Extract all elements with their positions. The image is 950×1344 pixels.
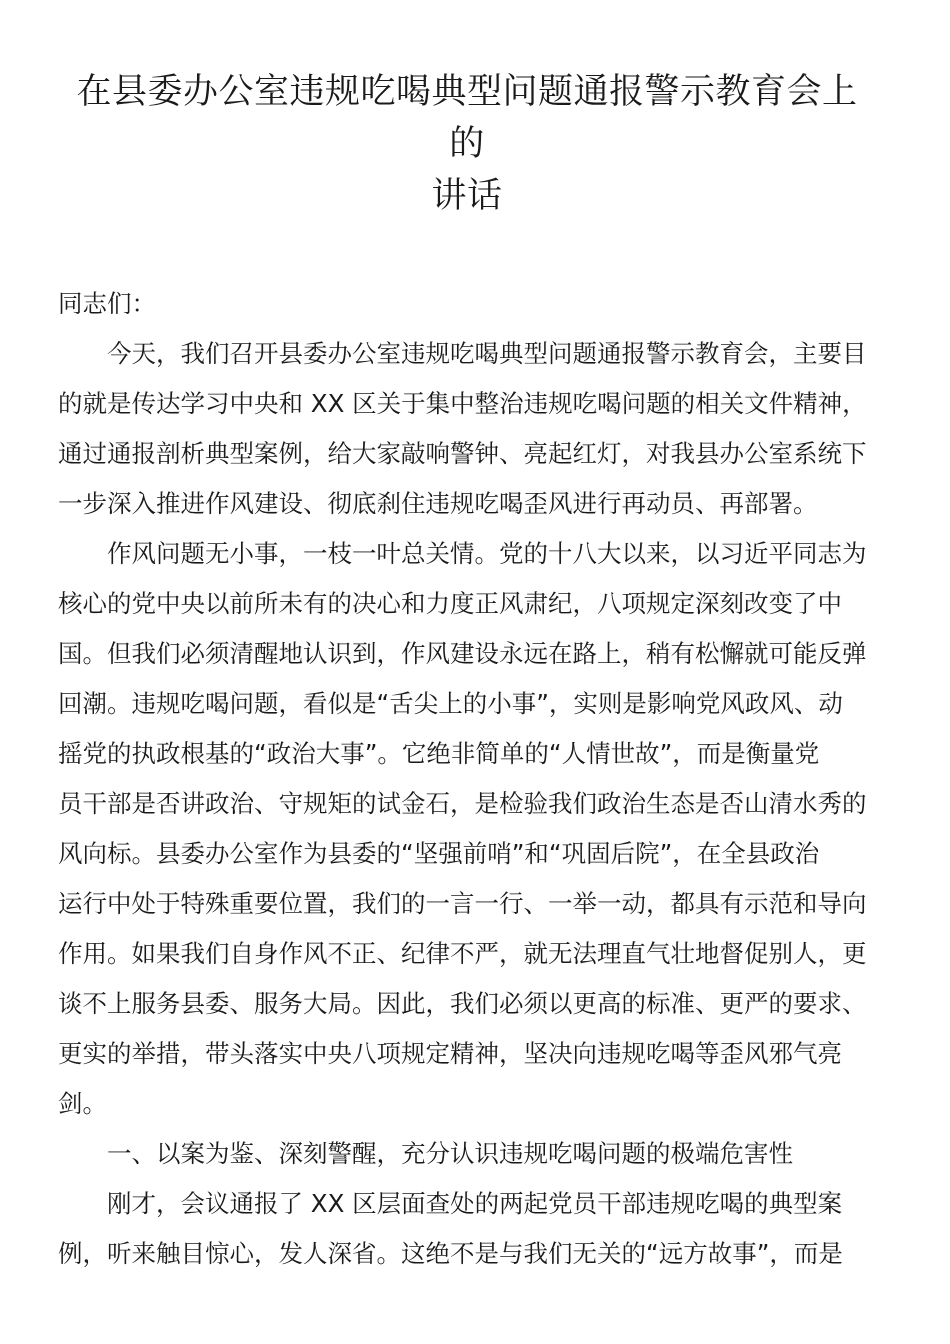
title-line-2: 讲话: [431, 176, 503, 216]
paragraph-line: 核心的党中央以前所未有的决心和力度正风肃纪，八项规定深刻改变了中: [58, 589, 842, 618]
document-title: [58, 66, 876, 222]
paragraph-line: 例，听来触目惊心，发人深省。这绝不是与我们无关的“远方故事”，而是: [58, 1239, 843, 1268]
paragraph-line: 通过通报剖析典型案例，给大家敲响警钟、亮起红灯，对我县办公室系统下: [58, 439, 867, 468]
paragraph-line: 摇党的执政根基的“政治大事”。它绝非简单的“人情世故”，而是衡量党: [58, 739, 820, 768]
paragraph-line: 更实的举措，带头落实中央八项规定精神，坚决向违规吃喝等歪风邪气亮: [58, 1039, 842, 1068]
paragraph-2: [58, 529, 876, 1129]
paragraph-line: 作风问题无小事，一枝一叶总关情。党的十八大以来，以习近平同志为: [107, 539, 867, 568]
salutation: 同志们：: [58, 289, 156, 318]
paragraph-line: 回潮。违规吃喝问题，看似是“舌尖上的小事”，实则是影响党风政风、动: [58, 689, 843, 718]
paragraph-line: 运行中处于特殊重要位置，我们的一言一行、一举一动，都具有示范和导向: [58, 889, 867, 918]
paragraph-line: 一步深入推进作风建设、彻底刹住违规吃喝歪风进行再动员、再部署。: [58, 489, 818, 518]
paragraph-line: 剑。: [58, 1089, 107, 1118]
paragraph-line: 今天，我们召开县委办公室违规吃喝典型问题通报警示教育会，主要目: [107, 339, 867, 368]
paragraph-line: 作用。如果我们自身作风不正、纪律不严，就无法理直气壮地督促别人，更: [58, 939, 867, 968]
title-line-1: 在县委办公室违规吃喝典型问题通报警示教育会上的: [76, 72, 858, 164]
paragraph-line: 谈不上服务县委、服务大局。因此，我们必须以更高的标准、更严的要求、: [58, 989, 867, 1018]
paragraph-line: 刚才，会议通报了 XX 区层面查处的两起党员干部违规吃喝的典型案: [107, 1189, 843, 1218]
section-heading-1: 一、以案为鉴、深刻警醒，充分认识违规吃喝问题的极端危害性: [107, 1139, 793, 1168]
paragraph-3: [58, 1179, 876, 1279]
paragraph-1: [58, 329, 876, 529]
paragraph-line: 国。但我们必须清醒地认识到，作风建设永远在路上，稍有松懈就可能反弹: [58, 639, 867, 668]
paragraph-line: 员干部是否讲政治、守规矩的试金石，是检验我们政治生态是否山清水秀的: [58, 789, 867, 818]
paragraph-line: 的就是传达学习中央和 XX 区关于集中整治违规吃喝问题的相关文件精神，: [58, 389, 867, 418]
paragraph-line: 风向标。县委办公室作为县委的“坚强前哨”和“巩固后院”，在全县政治: [58, 839, 820, 868]
